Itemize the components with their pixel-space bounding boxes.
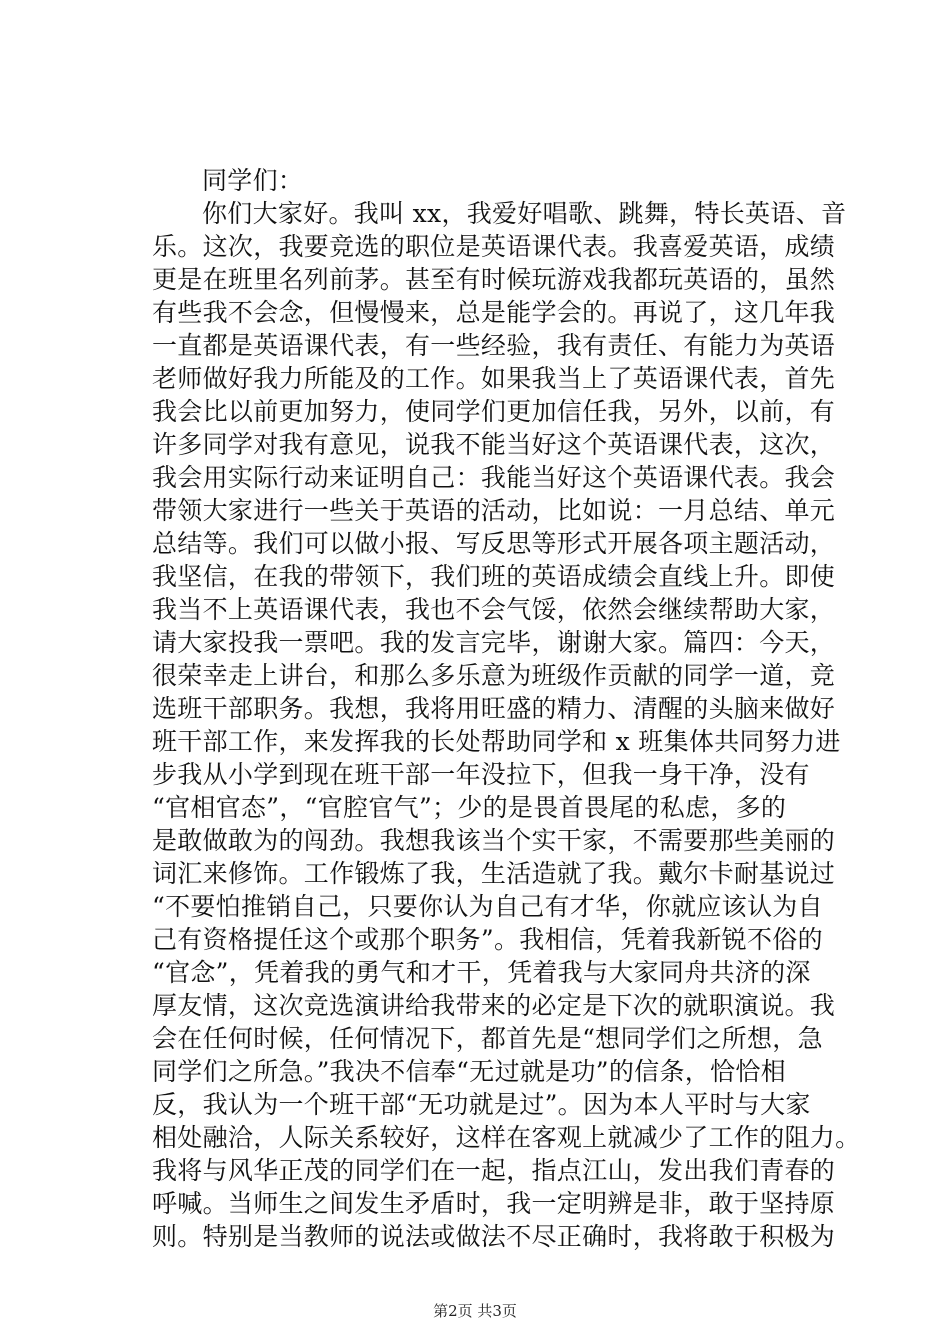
paragraph-line: 我坚信，在我的带领下，我们班的英语成绩会直线上升。即使 [152,562,836,591]
paragraph-line: 总结等。我们可以做小报、写反思等形式开展各项主题活动， [152,529,836,558]
paragraph-line: 班干部工作，来发挥我的长处帮助同学和 x 班集体共同努力进 [152,727,841,756]
page-footer [0,1300,950,1321]
paragraph-line: 同学们之所急。”我决不信奉“无过就是功”的信条，恰恰相 [152,1057,786,1086]
paragraph-line: 有些我不会念，但慢慢来，总是能学会的。再说了，这几年我 [152,298,836,327]
paragraph-line: 带领大家进行一些关于英语的活动，比如说：一月总结、单元 [152,496,836,525]
paragraph-line: 步我从小学到现在班干部一年没拉下，但我一身干净，没有 [152,760,810,789]
paragraph-line: 则。特别是当教师的说法或做法不尽正确时，我将敢于积极为 [152,1222,836,1251]
paragraph-line: 是敢做敢为的闯劲。我想我该当个实干家，不需要那些美丽的 [152,826,836,855]
paragraph-line: 我将与风华正茂的同学们在一起，指点江山，发出我们青春的 [152,1156,836,1185]
paragraph-line: 请大家投我一票吧。我的发言完毕，谢谢大家。篇四：今天， [152,628,836,657]
paragraph-line: 乐。这次，我要竞选的职位是英语课代表。我喜爱英语，成绩 [152,232,836,261]
paragraph-line: 老师做好我力所能及的工作。如果我当上了英语课代表，首先 [152,364,836,393]
paragraph-line: 我当不上英语课代表，我也不会气馁，依然会继续帮助大家， [152,595,836,624]
paragraph-line: 许多同学对我有意见，说我不能当好这个英语课代表，这次， [152,430,836,459]
paragraph-line: 一直都是英语课代表，有一些经验，我有责任、有能力为英语 [152,331,836,360]
paragraph-line: 我会用实际行动来证明自己：我能当好这个英语课代表。我会 [152,463,836,492]
document-body [152,164,861,1253]
paragraph-line: 更是在班里名列前茅。甚至有时候玩游戏我都玩英语的，虽然 [152,265,836,294]
paragraph-line: 很荣幸走上讲台，和那么多乐意为班级作贡献的同学一道，竞 [152,661,836,690]
page-number: 第2页 共3页 [433,1302,517,1320]
paragraph-line: 厚友情，这次竞选演讲给我带来的必定是下次的就职演说。我 [152,991,836,1020]
paragraph-line: 词汇来修饰。工作锻炼了我，生活造就了我。戴尔卡耐基说过 [152,859,836,888]
paragraph-line: 你们大家好。我叫 xx，我爱好唱歌、跳舞，特长英语、音 [202,199,847,228]
paragraph-line: 选班干部职务。我想，我将用旺盛的精力、清醒的头脑来做好 [152,694,836,723]
paragraph-line: “官相官态”，“官腔官气”；少的是畏首畏尾的私虑，多的 [152,793,787,822]
paragraph-line: 会在任何时候，任何情况下，都首先是“想同学们之所想，急 [152,1024,823,1053]
greeting-line: 同学们： [202,166,304,195]
paragraph-line: “不要怕推销自己，只要你认为自己有才华，你就应该认为自 [152,892,823,921]
paragraph-line: “官念”，凭着我的勇气和才干，凭着我与大家同舟共济的深 [152,958,811,987]
paragraph-line: 反，我认为一个班干部“无功就是过”。因为本人平时与大家 [152,1090,811,1119]
paragraph-line: 呼喊。当师生之间发生矛盾时，我一定明辨是非，敢于坚持原 [152,1189,836,1218]
paragraph-line: 相处融洽，人际关系较好，这样在客观上就减少了工作的阻力。 [152,1123,861,1152]
paragraph-line: 己有资格提任这个或那个职务”。我相信，凭着我新锐不俗的 [152,925,823,954]
paragraph-line: 我会比以前更加努力，使同学们更加信任我，另外，以前，有 [152,397,836,426]
